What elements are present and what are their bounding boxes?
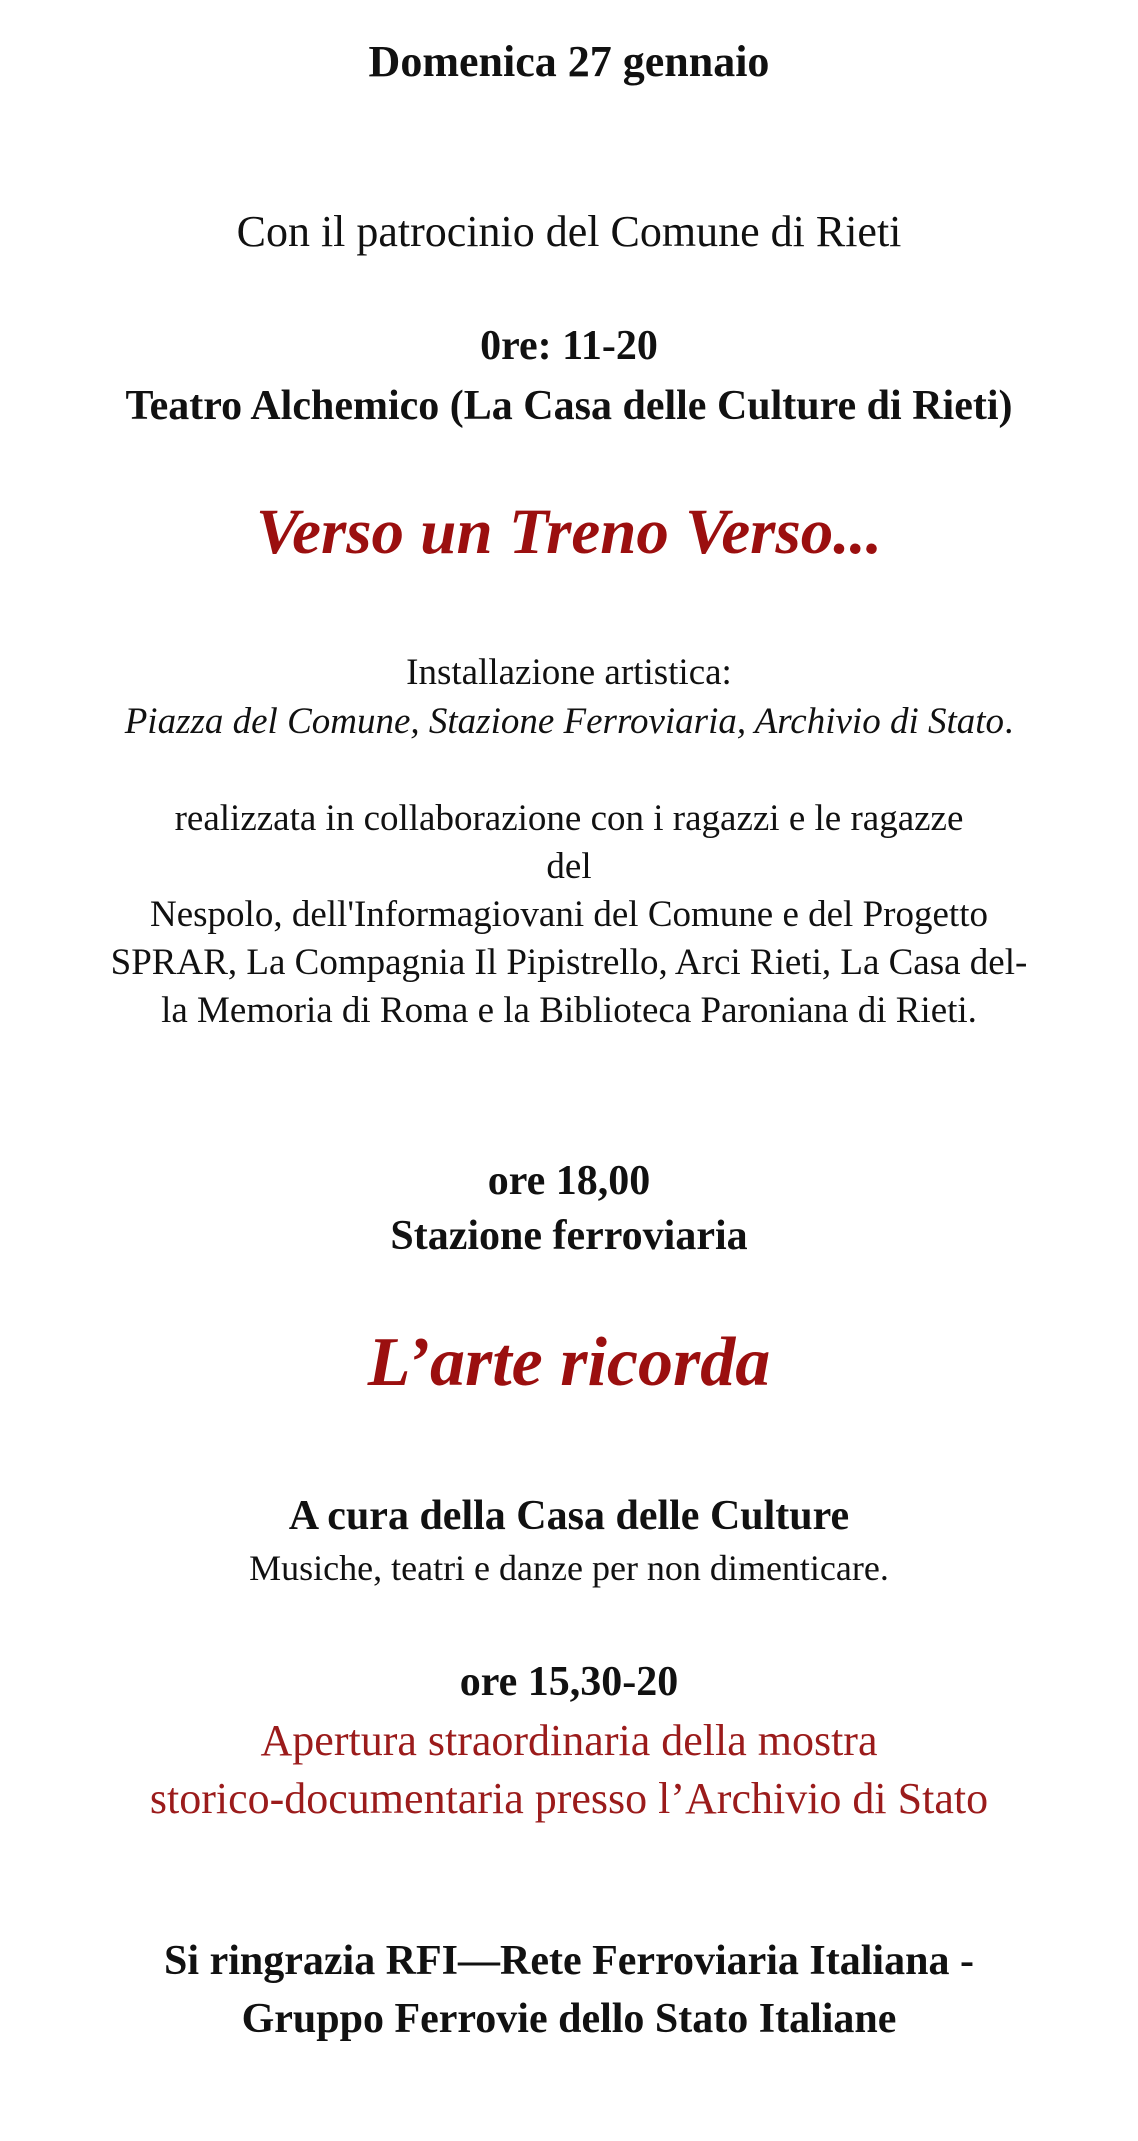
installation-places <box>0 700 1138 743</box>
event1-hours: 0re: 11-20 <box>480 323 658 369</box>
event2-description: Musiche, teatri e danze per non dimenticare. <box>249 1548 889 1588</box>
acknowledgement-line: Gruppo Ferrovie dello Stato Italiane <box>241 1996 897 2042</box>
collaboration-line: la Memoria di Roma e la Biblioteca Paroniana di Rieti. <box>161 990 977 1031</box>
event2-venue: Stazione ferroviaria <box>390 1213 748 1259</box>
event-date: Domenica 27 gennaio <box>368 37 770 86</box>
exhibit-line: storico-documentaria presso l’Archivio di Stato <box>149 1774 989 1823</box>
event3-hours: ore 15,30-20 <box>459 1659 679 1705</box>
event2-curator: A cura della Casa delle Culture <box>288 1493 850 1539</box>
collaboration-text <box>0 795 1138 1035</box>
acknowledgement <box>0 1932 1138 2048</box>
acknowledgement-line: Si ringrazia RFI—Rete Ferroviaria Italiana - <box>164 1938 974 1984</box>
event1-title: Verso un Treno Verso... <box>255 496 883 568</box>
installation-places-text: Piazza del Comune, Stazione Ferroviaria, Archivio di Stato <box>124 701 1005 742</box>
installation-places-period: . <box>1004 701 1014 742</box>
event1-venue: Teatro Alchemico (La Casa delle Culture di Rieti) <box>125 383 1013 429</box>
collaboration-line: Nespolo, dell'Informagiovani del Comune e del Progetto <box>150 894 988 935</box>
collaboration-line: SPRAR, La Compagnia Il Pipistrello, Arci Rieti, La Casa del- <box>110 942 1028 983</box>
collaboration-line: realizzata in collaborazione con i ragazzi e le ragazze <box>174 798 964 839</box>
installation-label: Installazione artistica: <box>406 652 732 693</box>
patronage-line: Con il patrocinio del Comune di Rieti <box>236 207 902 256</box>
exhibit-line: Apertura straordinaria della mostra <box>260 1716 878 1765</box>
collaboration-line: del <box>546 846 592 887</box>
event3-description <box>0 1712 1138 1828</box>
event2-hours: ore 18,00 <box>487 1158 651 1204</box>
event2-title: L’arte ricorda <box>367 1324 771 1401</box>
